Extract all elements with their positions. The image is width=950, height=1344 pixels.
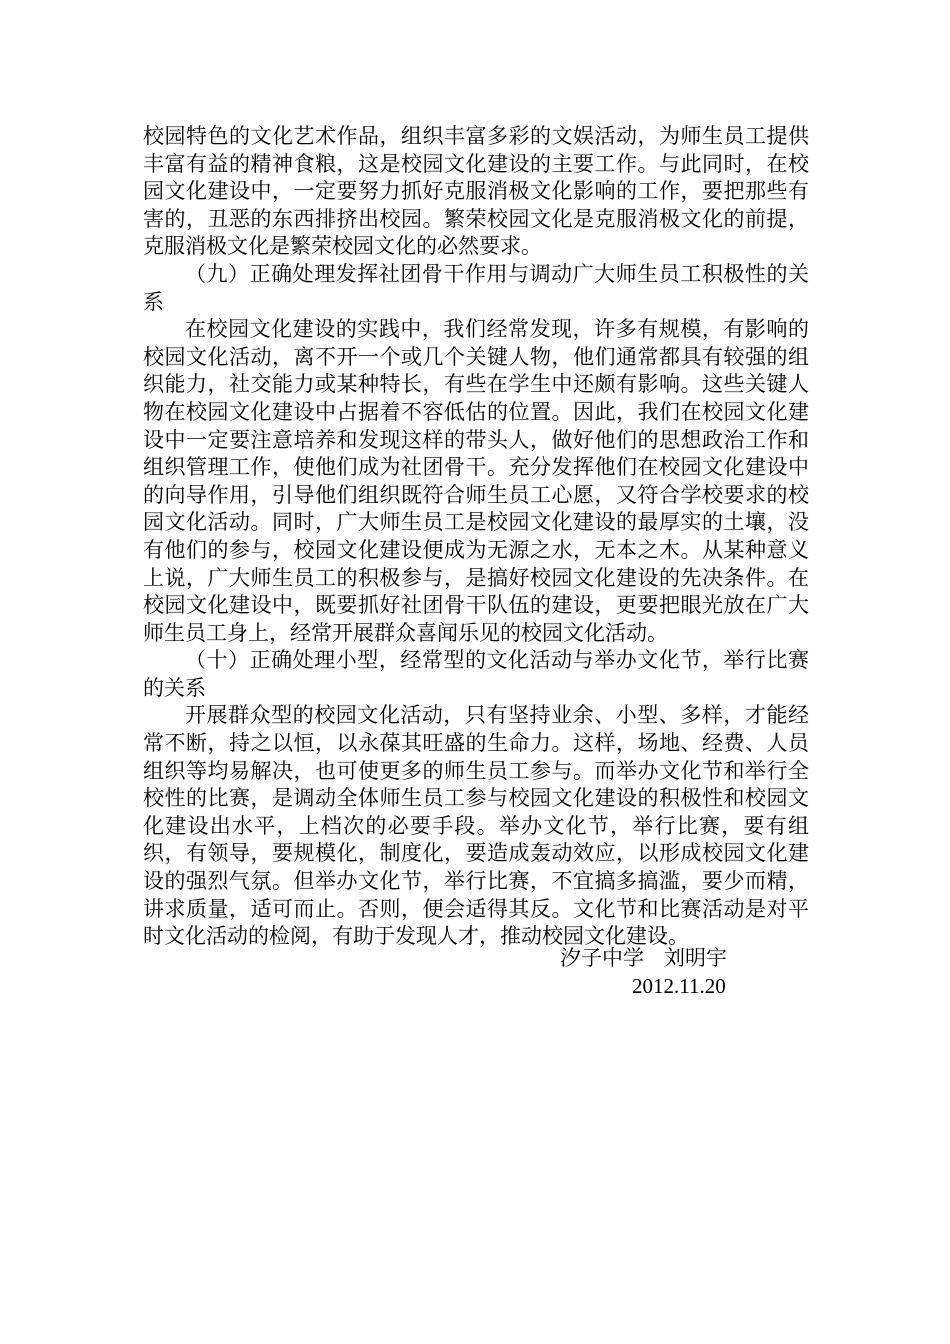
signature-author: 汐子中学 刘明宇 [560, 946, 728, 970]
document-body [143, 123, 809, 951]
signature-date: 2012.11.20 [632, 973, 726, 998]
section-heading-nine: （九）正确处理发挥社团骨干作用与调动广大师生员工积极性的关系 [143, 261, 809, 314]
paragraph-section-ten: 开展群众型的校园文化活动，只有坚持业余、小型、多样，才能经常不断，持之以恒，以永葆其旺盛的生命力。这样，场地、经费、人员组织等均易解决，也可使更多的师生员工参与。而举办文化节和举行全校性的比赛，是调动全体师生员工参与校园文化建设的积极性和校园文化建设出水平，上档次的必要手段。举办文化节，举行比赛，要有组织，有领导，要规模化，制度化，要造成轰动效应，以形成校园文化建设的强烈气氛。但举办文化节，举行比赛，不宜搞多搞滥，要少而精，讲求质量，适可而止。否则，便会适得其反。文化节和比赛活动是对平时文化活动的检阅，有助于发现人才，推动校园文化建设。 [143, 703, 809, 949]
paragraph-section-nine: 在校园文化建设的实践中，我们经常发现，许多有规模，有影响的校园文化活动，离不开一个或几个关键人物，他们通常都具有较强的组织能力，社交能力或某种特长，有些在学生中还颇有影响。这些关键人物在校园文化建设中占据着不容低估的位置。因此，我们在校园文化建设中一定要注意培养和发现这样的带头人，做好他们的思想政治工作和组织管理工作，使他们成为社团骨干。充分发挥他们在校园文化建设中的向导作用，引导他们组织既符合师生员工心愿，又符合学校要求的校园文化活动。同时，广大师生员工是校园文化建设的最厚实的土壤，没有他们的参与，校园文化建设便成为无源之水，无本之木。从某种意义上说，广大师生员工的积极参与，是搞好校园文化建设的先决条件。在校园文化建设中，既要抓好社团骨干队伍的建设，更要把眼光放在广大师生员工身上，经常开展群众喜闻乐见的校园文化活动。 [143, 317, 809, 645]
paragraph-intro: 校园特色的文化艺术作品，组织丰富多彩的文娱活动，为师生员工提供丰富有益的精神食粮，这是校园文化建设的主要工作。与此同时，在校园文化建设中，一定要努力抓好克服消极文化影响的工作，要把那些有害的，丑恶的东西排挤出校园。繁荣校园文化是克服消极文化的前提，克服消极文化是繁荣校园文化的必然要求。 [143, 124, 809, 259]
signature-block [560, 945, 800, 1000]
section-heading-ten: （十）正确处理小型，经常型的文化活动与举办文化节，举行比赛的关系 [143, 648, 809, 700]
